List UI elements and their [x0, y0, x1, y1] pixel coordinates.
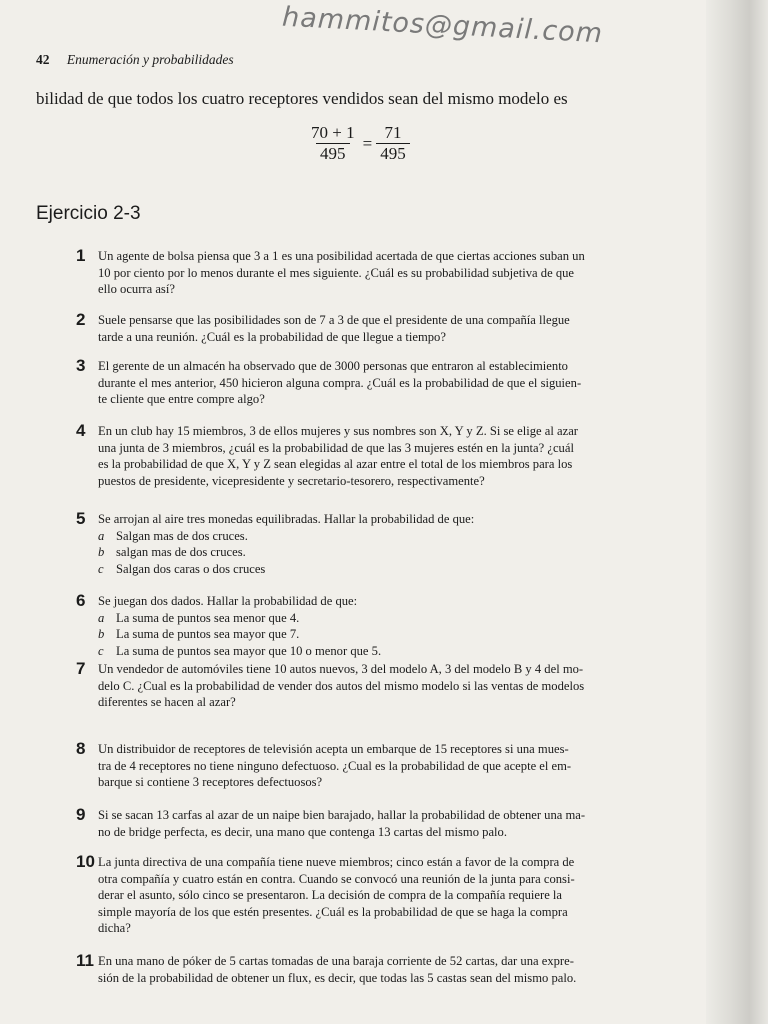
- exercise-text: [98, 312, 696, 345]
- exercise-line: Un agente de bolsa piensa que 3 a 1 es una posibilidad acertada de que ciertas acciones suban un: [98, 249, 585, 263]
- exercise-item: [76, 854, 696, 937]
- subitem-text: La suma de puntos sea mayor que 10 o menor que 5.: [116, 643, 382, 658]
- running-header: [36, 52, 234, 68]
- exercise-number: 7: [76, 659, 86, 678]
- exercise-text: [98, 248, 696, 298]
- intro-paragraph: bilidad de que todos los cuatro receptores vendidos sean del mismo modelo es: [36, 89, 568, 108]
- exercise-item: [76, 807, 696, 840]
- exercise-line: puestos de presidente, vicepresidente y secretario-tesorero, respectivamente?: [98, 473, 485, 488]
- section-title: Ejercicio 2-3: [36, 203, 141, 224]
- exercise-line: En una mano de póker de 5 cartas tomadas de una baraja corriente de 52 cartas, dar una expre-: [98, 954, 574, 968]
- exercise-item: [76, 248, 696, 298]
- exercise-number: 1: [76, 246, 86, 265]
- exercise-item: [76, 661, 696, 711]
- exercise-subitem: [98, 561, 696, 578]
- fraction-right: [376, 123, 410, 164]
- exercise-subitem: [98, 610, 696, 627]
- subitem-text: La suma de puntos sea mayor que 7.: [116, 627, 300, 641]
- exercise-line: sión de la probabilidad de obtener un flux, es decir, que todas las 5 castas sean del mismo palo.: [98, 970, 577, 985]
- subitem-letter: a: [98, 610, 105, 625]
- fraction-right-numerator: 71: [384, 123, 402, 142]
- exercise-number: 5: [76, 509, 86, 528]
- exercise-number: 2: [76, 310, 86, 329]
- exercise-text: [98, 593, 696, 659]
- exercise-subitem: [98, 528, 696, 545]
- exercise-line: Un vendedor de automóviles tiene 10 autos nuevos, 3 del modelo A, 3 del modelo B y 4 del mo-: [98, 662, 584, 676]
- exercise-item: [76, 953, 696, 986]
- exercise-text: [98, 358, 696, 408]
- exercise-line: Un distribuidor de receptores de televisión acepta un embarque de 15 receptores si una mues-: [98, 742, 569, 756]
- book-binding-edge: [706, 0, 768, 1024]
- fraction-left-numerator: 70 + 1: [311, 123, 355, 142]
- exercise-text: [98, 661, 696, 711]
- exercise-text: [98, 807, 696, 840]
- exercise-number: 4: [76, 421, 86, 440]
- subitem-letter: c: [98, 643, 104, 658]
- exercise-line: otra compañía y cuatro están en contra. Cuando se convocó una reunión de la junta para consi-: [98, 871, 575, 886]
- page-number: 42: [36, 52, 50, 67]
- chapter-title: Enumeración y probabilidades: [66, 52, 234, 67]
- subitem-letter: b: [98, 545, 105, 559]
- subitem-text: Salgan dos caras o dos cruces: [116, 561, 266, 576]
- exercise-line: te cliente que entre compre algo?: [98, 392, 265, 406]
- exercise-line: no de bridge perfecta, es decir, una mano que contenga 13 cartas del mismo palo.: [98, 824, 507, 839]
- exercise-number: 11: [76, 951, 94, 970]
- exercise-number: 6: [76, 591, 86, 610]
- exercise-text: [98, 953, 696, 986]
- fraction-right-denominator: 495: [376, 143, 410, 164]
- fraction-left: [307, 123, 359, 164]
- exercise-text: [98, 854, 696, 937]
- exercise-subitem: [98, 626, 696, 643]
- subitem-text: Salgan mas de dos cruces.: [116, 528, 248, 543]
- exercise-line: durante el mes anterior, 450 hicieron alguna compra. ¿Cuál es la probabilidad de que el siguien-: [98, 375, 582, 390]
- exercise-line: En un club hay 15 miembros, 3 de ellos mujeres y sus nombres son X, Y y Z. Si se elige al azar: [98, 424, 578, 438]
- exercise-item: [76, 593, 696, 659]
- exercise-subitem: [98, 544, 696, 561]
- exercise-line: Se arrojan al aire tres monedas equilibradas. Hallar la probabilidad de que:: [98, 512, 475, 526]
- exercise-item: [76, 511, 696, 577]
- exercise-line: El gerente de un almacén ha observado que de 3000 personas que entraron al establecimiento: [98, 359, 568, 373]
- exercise-line: Si se sacan 13 carfas al azar de un naipe bien barajado, hallar la probabilidad de obtener una ma-: [98, 808, 586, 822]
- exercise-text: [98, 741, 696, 791]
- exercise-line: diferentes se hacen al azar?: [98, 695, 236, 709]
- exercise-line: derar el asunto, sólo cinco se presentaron. La decisión de compra de la compañía requiere la: [98, 888, 563, 902]
- exercise-line: tra de 4 receptores no tiene ninguno defectuoso. ¿Cual es la probabilidad de que acepte el em-: [98, 758, 572, 773]
- exercise-line: barque si contiene 3 receptores defectuosos?: [98, 775, 323, 789]
- exercise-item: [76, 358, 696, 408]
- handwritten-email: hammitos@gmail.com: [281, 1, 604, 50]
- exercise-number: 10: [76, 852, 95, 871]
- subitem-text: La suma de puntos sea menor que 4.: [116, 610, 300, 625]
- equals-sign: =: [362, 133, 373, 153]
- exercise-line: 10 por ciento por lo menos durante el mes siguiente. ¿Cuál es su probabilidad subjetiva de que: [98, 265, 574, 280]
- exercise-item: [76, 312, 696, 345]
- exercise-line: delo C. ¿Cual es la probabilidad de vender dos autos del mismo modelo si las ventas de modelos: [98, 678, 585, 693]
- exercise-item: [76, 741, 696, 791]
- exercise-number: 9: [76, 805, 86, 824]
- exercise-line: Se juegan dos dados. Hallar la probabilidad de que:: [98, 594, 358, 608]
- subitem-letter: b: [98, 627, 105, 641]
- exercise-line: simple mayoría de los que estén presentes. ¿Cuál es la probabilidad de que se haga la compra: [98, 904, 568, 919]
- exercise-line: La junta directiva de una compañía tiene nueve miembros; cinco están a favor de la compra de: [98, 855, 575, 869]
- exercise-line: tarde a una reunión. ¿Cuál es la probabilidad de que llegue a tiempo?: [98, 329, 446, 344]
- exercise-number: 3: [76, 356, 86, 375]
- exercise-text: [98, 423, 696, 489]
- exercise-text: [98, 511, 696, 577]
- fraction-left-denominator: 495: [316, 143, 350, 164]
- subitem-letter: c: [98, 561, 104, 576]
- subitem-letter: a: [98, 528, 105, 543]
- exercise-item: [76, 423, 696, 489]
- exercise-number: 8: [76, 739, 86, 758]
- probability-equation: [307, 123, 410, 164]
- exercise-subitem: [98, 643, 696, 660]
- subitem-text: salgan mas de dos cruces.: [116, 545, 246, 559]
- exercise-line: ello ocurra así?: [98, 282, 175, 296]
- exercise-line: dicha?: [98, 921, 131, 935]
- exercise-line: Suele pensarse que las posibilidades son de 7 a 3 de que el presidente de una compañía llegue: [98, 313, 570, 327]
- exercise-line: es la probabilidad de que X, Y y Z sean elegidas al azar entre el total de los miembros para los: [98, 457, 573, 471]
- exercise-line: una junta de 3 miembros, ¿cuál es la probabilidad de que las 3 mujeres estén en la junta? ¿cuál: [98, 440, 574, 455]
